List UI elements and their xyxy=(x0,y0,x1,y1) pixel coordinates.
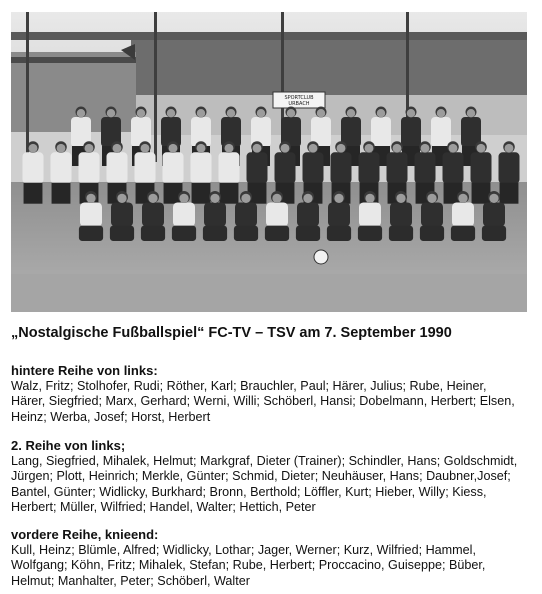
name-line: Heinz; Werba, Josef; Horst, Herbert xyxy=(11,409,211,424)
name-line: Jürgen; Plott, Heinrich; Merkle, Günter; Schmid, Dieter; Neuhäuser, Hans; Daubner,Josef; xyxy=(11,469,511,484)
section-heading: 2. Reihe von links; xyxy=(11,438,126,453)
photo-caption-title: „Nostalgische Fußballspiel“ FC-TV – TSV am 7. September 1990 xyxy=(11,325,452,341)
name-line: Bantel, Günter; Widlicky, Burkhard; Bronn, Berthold; Löffler, Kurt; Hieber, Willy; Kiess, xyxy=(11,484,487,499)
name-line: Walz, Fritz; Stolhofer, Rudi; Röther, Karl; Brauchler, Paul; Härer, Julius; Rube, Heiner, xyxy=(11,379,487,394)
player-figure xyxy=(51,141,72,203)
name-line: Wolfgang; Köhn, Fritz; Mihalek, Stefan; Rube, Herbert; Proccacino, Guiseppe; Büber, xyxy=(11,558,486,573)
section-front-row xyxy=(11,527,533,589)
section-back-row xyxy=(11,363,533,425)
section-heading: hintere Reihe von links: xyxy=(11,363,158,378)
player-figure xyxy=(23,141,44,203)
section-heading: vordere Reihe, knieend: xyxy=(11,527,159,542)
name-line: Helmut; Manhalter, Peter; Schöberl, Walter xyxy=(11,573,250,588)
sign-line-2: URBACH xyxy=(288,101,310,107)
player-figure xyxy=(499,141,520,203)
sign-line-1: SPORTCLUB xyxy=(284,95,314,101)
name-line: Härer, Siegfried; Marx, Gerhard; Werni, Willi; Schöberl, Hansi; Dobelmann, Herbert; Elsen, xyxy=(11,394,515,409)
team-photo-illustration xyxy=(11,12,527,312)
name-line: Lang, Siegfried, Mihalek, Helmut; Markgraf, Dieter (Trainer); Schindler, Hans; Goldschmidt, xyxy=(11,454,518,469)
team-photo xyxy=(11,12,527,312)
name-line: Herbert; Müller, Wilfried; Handel, Walter; Hettich, Peter xyxy=(11,499,316,514)
section-second-row xyxy=(11,438,533,515)
name-line: Kull, Heinz; Blümle, Alfred; Widlicky, Lothar; Jager, Werner; Kurz, Wilfried; Hammel, xyxy=(11,543,476,558)
football-icon xyxy=(314,250,328,264)
